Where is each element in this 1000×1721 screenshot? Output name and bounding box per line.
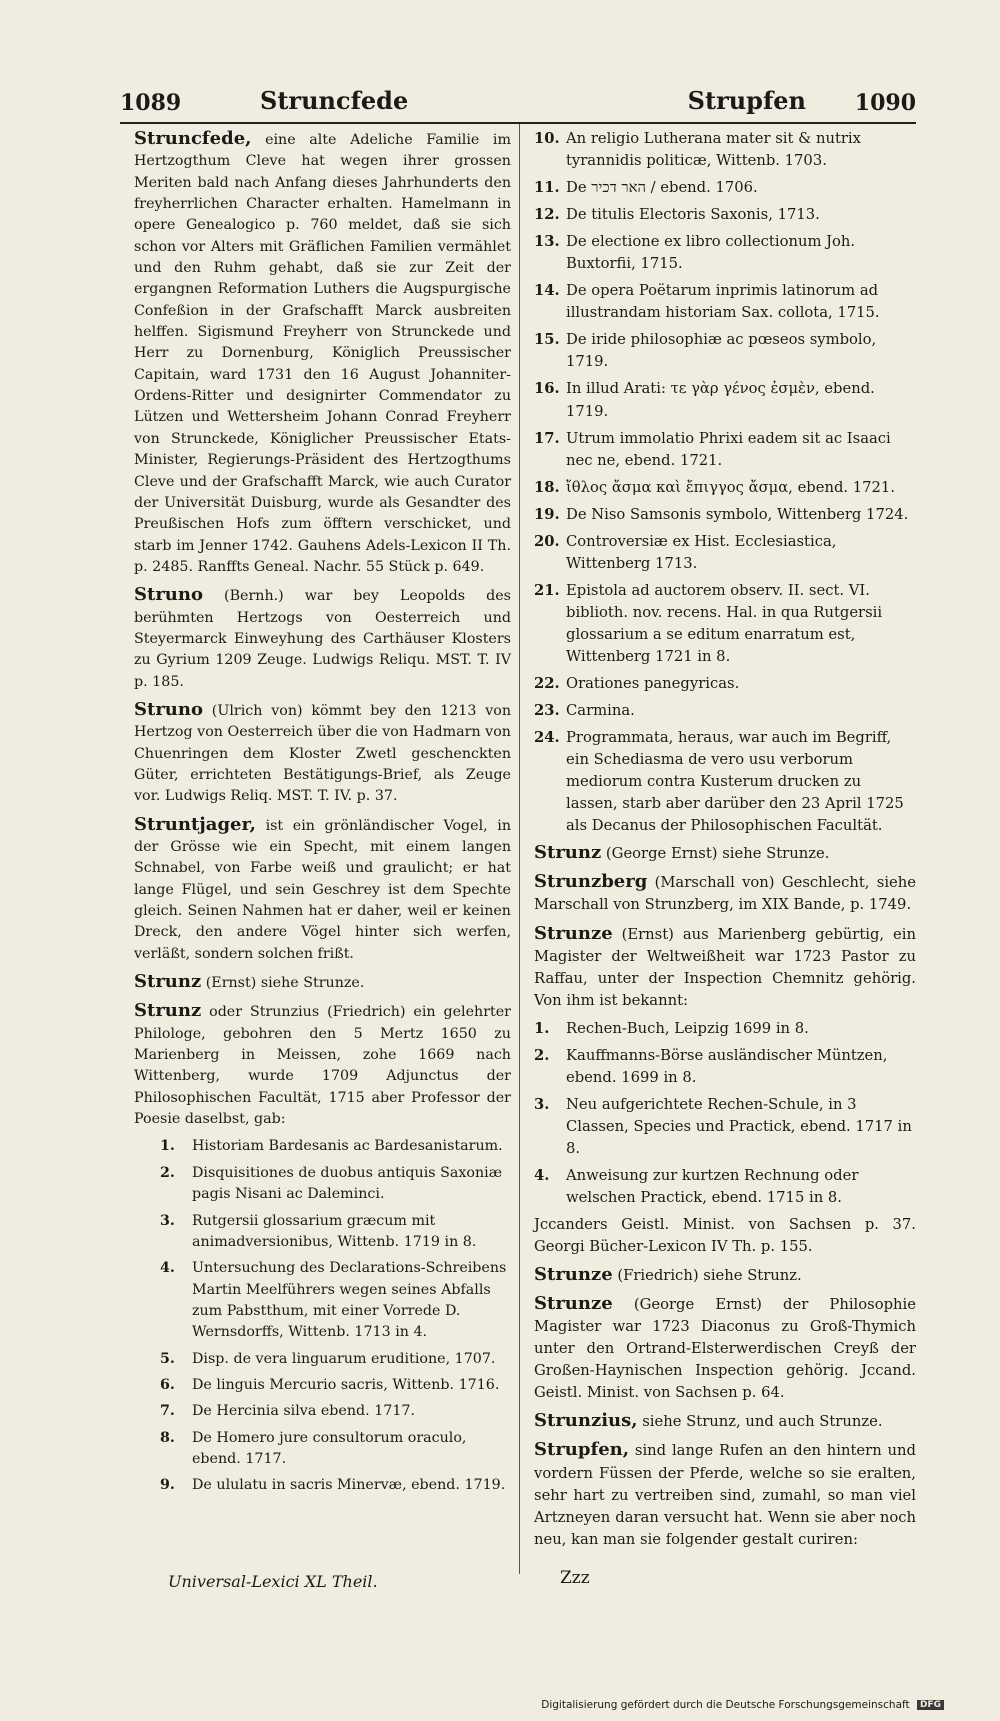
item-number: 5. bbox=[160, 1350, 175, 1367]
entry-text: (George Ernst) siehe Strunze. bbox=[605, 845, 830, 863]
item-text: De linguis Mercurio sacris, Wittenb. 1716. bbox=[192, 1376, 500, 1393]
item-text: Disp. de vera linguarum eruditione, 1707. bbox=[192, 1350, 496, 1367]
entry-text: (George Ernst) der Philosophie Magister war 1723 Diaconus zu Groß-Thymich unter den Ortrand-Elsterwerdischen Creyß der Großen-Haynischen Inspection gehörig. Jccand. Geistl. Minist. von Sachsen p. 64. bbox=[534, 1296, 916, 1402]
entry-text: (Ernst) aus Marienberg gebürtig, ein Magister der Weltweißheit war 1723 Pastor zu Raffau, unter der Inspection Chemnitz gehörig. Von ihm ist bekannt: bbox=[534, 925, 916, 1009]
list-item bbox=[160, 1136, 511, 1157]
list-item bbox=[534, 727, 916, 837]
item-number: 23. bbox=[534, 702, 560, 720]
item-number: 6. bbox=[160, 1376, 175, 1393]
item-number: 2. bbox=[534, 1046, 550, 1064]
item-number: 16. bbox=[534, 380, 560, 398]
item-text: De ululatu in sacris Minervæ, ebend. 1719. bbox=[192, 1477, 506, 1494]
lexicon-entry bbox=[534, 871, 916, 916]
entry-lemma: Strunzius, bbox=[534, 1410, 638, 1432]
entry-lemma: Strunz bbox=[534, 842, 602, 864]
lexicon-entry bbox=[134, 128, 511, 578]
list-item bbox=[534, 700, 916, 722]
list-item bbox=[534, 1045, 916, 1089]
lexicon-entry bbox=[534, 842, 916, 865]
item-number: 11. bbox=[534, 179, 560, 197]
entry-text: (Bernh.) war bey Leopolds des berühmten Hertzogs von Oesterreich und Steyermarck Einweyhung des Carthäuser Klosters zu Gyrium 1209 Zeuge. Ludwigs Reliqu. MST. T. IV p. 185. bbox=[134, 588, 511, 690]
item-text: De electione ex libro collectionum Joh. Buxtorfii, 1715. bbox=[566, 233, 856, 273]
list-item bbox=[534, 1094, 916, 1160]
item-number: 9. bbox=[160, 1477, 175, 1494]
item-number: 8. bbox=[160, 1429, 175, 1446]
page-number-left: 1089 bbox=[120, 90, 182, 116]
list-item bbox=[534, 1165, 916, 1209]
entry-text: (Friedrich) siehe Strunz. bbox=[617, 1267, 802, 1285]
item-number: 18. bbox=[534, 478, 560, 496]
item-text: De Niso Samsonis symbolo, Wittenberg 1724. bbox=[566, 505, 909, 523]
list-item bbox=[534, 531, 916, 575]
right-column bbox=[534, 128, 916, 1557]
list-item bbox=[534, 177, 916, 199]
dfg-logo: DFG bbox=[917, 1700, 944, 1710]
volume-note: Universal-Lexici XL Theil. bbox=[168, 1572, 378, 1591]
list-item bbox=[534, 428, 916, 472]
item-number: 19. bbox=[534, 505, 560, 523]
item-text: Rutgersii glossarium græcum mit animadversionibus, Wittenb. 1719 in 8. bbox=[192, 1212, 477, 1250]
printer-signature: Zzz bbox=[560, 1568, 590, 1588]
item-text: De titulis Electoris Saxonis, 1713. bbox=[566, 206, 820, 224]
item-text: In illud Arati: τε γὰρ γένος ἐσμὲν, ebend. 1719. bbox=[566, 380, 875, 420]
item-number: 4. bbox=[534, 1166, 550, 1184]
item-text: Kauffmanns-Börse ausländischer Müntzen, ebend. 1699 in 8. bbox=[566, 1046, 888, 1086]
item-number: 17. bbox=[534, 429, 560, 447]
entry-lemma: Strunze bbox=[534, 1264, 613, 1286]
item-number: 20. bbox=[534, 532, 560, 550]
item-text: De האר דכיר / ebend. 1706. bbox=[566, 179, 758, 197]
item-text: An religio Lutherana mater sit & nutrix tyrannidis politicæ, Wittenb. 1703. bbox=[566, 130, 861, 170]
entry-lemma: Strunzberg bbox=[534, 871, 648, 893]
list-item bbox=[534, 128, 916, 172]
item-number: 1. bbox=[534, 1019, 550, 1037]
list-item bbox=[160, 1475, 511, 1496]
list-item bbox=[160, 1375, 511, 1396]
item-number: 4. bbox=[160, 1260, 175, 1277]
entry-text: (Ernst) siehe Strunze. bbox=[205, 975, 365, 992]
lexicon-entry bbox=[534, 1439, 916, 1550]
lexicon-entry bbox=[134, 814, 511, 965]
lexicon-entry bbox=[134, 971, 511, 994]
lexicon-entry bbox=[534, 923, 916, 1012]
item-number: 14. bbox=[534, 282, 560, 300]
item-text: Neu aufgerichtete Rechen-Schule, in 3 Classen, Species und Practick, ebend. 1717 in 8. bbox=[566, 1095, 912, 1157]
item-text: Programmata, heraus, war auch im Begriff, ein Schediasma de vero usu verborum mediorum contra Kusterum drucken zu lassen, starb aber darüber den 23 April 1725 als Decanus der Philosophischen Facultät. bbox=[566, 729, 904, 835]
list-item bbox=[534, 477, 916, 499]
item-text: De opera Poëtarum inprimis latinorum ad illustrandam historiam Sax. collota, 1715. bbox=[566, 282, 880, 322]
lexicon-entry bbox=[534, 1264, 916, 1287]
entry-text: oder Strunzius (Friedrich) ein gelehrter Philologe, gebohren den 5 Mertz 1650 zu Marienberg in Meissen, zohe 1669 nach Wittenberg, wurde 1709 Adjunctus der Philosophischen Facultät, 1715 aber Professor der Poesie daselbst, gab: bbox=[134, 1004, 511, 1128]
list-item bbox=[534, 580, 916, 668]
item-text: ἴθλος ἄσμα καὶ ἔπιγγος ἄσμα, ebend. 1721. bbox=[566, 478, 896, 496]
running-head-left: Struncfede bbox=[260, 86, 409, 115]
entry-lemma: Strunz bbox=[134, 1000, 202, 1022]
list-item bbox=[160, 1211, 511, 1254]
left-column bbox=[134, 128, 511, 1502]
page-number-right: 1090 bbox=[854, 90, 916, 116]
item-text: Rechen-Buch, Leipzig 1699 in 8. bbox=[566, 1019, 809, 1037]
header-rule bbox=[120, 122, 916, 124]
entry-text: eine alte Adeliche Familie im Hertzogthum Cleve hat wegen ihrer grossen Meriten bald nach Anfang dieses Jahrhunderts den freyherrlichen Character erhalten. Hamelmann in opere Genealogico p. 760 meldet, daß sie sich schon vor Alters mit Gräflichen Familien vermählet und den Ruhm gehabt, daß sie zur Zeit der ergangnen Reformation Luthers die Augspurgische Confeßion in der Grafschafft Marck ausbreiten helffen. Sigismund Freyherr von Strunckede und Herr zu Dornenburg, Königlich Preussischer Capitain, ward 1731 den 16 August Johanniter-Ordens-Ritter und designirter Commendator zu Lützen und Wettersheim Johann Conrad Freyherr von Strunckede, Königlicher Preussischer Etats-Minister, Regierungs-Präsident des Hertzogthums Cleve und der Grafschafft Marck, wie auch Curator der Universität Duisburg, wurde als Gesandter des Preußischen Hofs zum öfftern verschicket, und starb im Jenner 1742. Gauhens Adels-Lexicon II Th. p. 2485. Ranffts Geneal. Nachr. 55 Stück p. 649. bbox=[134, 132, 512, 575]
list-item bbox=[160, 1428, 511, 1471]
item-text: De Homero jure consultorum oraculo, ebend. 1717. bbox=[192, 1429, 467, 1467]
list-item bbox=[160, 1258, 511, 1343]
entry-lemma: Strunze bbox=[534, 1293, 613, 1315]
entry-text: Jccanders Geistl. Minist. von Sachsen p. 37. Georgi Bücher-Lexicon IV Th. p. 155. bbox=[534, 1216, 916, 1256]
column-divider bbox=[519, 124, 520, 1574]
lexicon-entry bbox=[534, 1410, 916, 1433]
list-item bbox=[534, 204, 916, 226]
item-text: Epistola ad auctorem observ. II. sect. VI. biblioth. nov. recens. Hal. in qua Rutgersii glossarium a se editum enarratum est, Wittenberg 1721 in 8. bbox=[566, 581, 883, 665]
running-head-right: Strupfen bbox=[687, 86, 806, 115]
list-item bbox=[534, 1018, 916, 1040]
list-item bbox=[534, 504, 916, 526]
item-text: Disquisitiones de duobus antiquis Saxoniæ pagis Nisani ac Daleminci. bbox=[192, 1164, 503, 1203]
item-number: 2. bbox=[160, 1164, 175, 1181]
item-number: 3. bbox=[160, 1212, 175, 1229]
lexicon-entry bbox=[134, 699, 511, 808]
item-number: 13. bbox=[534, 233, 560, 251]
lexicon-entry bbox=[134, 584, 511, 693]
item-text: Controversiæ ex Hist. Ecclesiastica, Wittenberg 1713. bbox=[566, 532, 837, 572]
lexicon-entry bbox=[534, 1293, 916, 1404]
digitization-credit bbox=[541, 1699, 944, 1711]
item-text: De iride philosophiæ ac pœseos symbolo, 1719. bbox=[566, 331, 877, 371]
entry-text: siehe Strunz, und auch Strunze. bbox=[642, 1413, 883, 1431]
item-text: Carmina. bbox=[566, 702, 635, 720]
item-number: 15. bbox=[534, 331, 560, 349]
lexicon-entry bbox=[134, 1000, 511, 1130]
item-number: 21. bbox=[534, 581, 560, 599]
item-text: Orationes panegyricas. bbox=[566, 675, 740, 693]
item-number: 12. bbox=[534, 206, 560, 224]
list-item bbox=[534, 280, 916, 324]
page-header bbox=[120, 84, 916, 124]
item-number: 1. bbox=[160, 1138, 175, 1155]
entry-lemma: Strunz bbox=[134, 971, 202, 993]
list-item bbox=[534, 378, 916, 422]
entry-text: sind lange Rufen an den hintern und vordern Füssen der Pferde, welche so sie eralten, sehr hart zu vertreiben sind, zumahl, so man viel Artzneyen daran versucht hat. Wenn sie aber noch neu, kan man sie folgender gestalt curiren: bbox=[534, 1442, 916, 1548]
entry-text: ist ein grönländischer Vogel, in der Grösse wie ein Specht, mit einem langen Schnabel, von Farbe weiß und graulicht; er hat lange Flügel, und sein Geschrey ist dem Spechte gleich. Seinen Nahmen hat er daher, weil er keinen Dreck, den andere Vögel hinter sich werfen, verläßt, sondern solchen frißt. bbox=[134, 817, 512, 962]
entry-text: (Marschall von) Geschlecht, siehe Marschall von Strunzberg, im XIX Bande, p. 1749. bbox=[534, 874, 916, 914]
entry-lemma: Struno bbox=[134, 584, 203, 606]
item-number: 7. bbox=[160, 1403, 175, 1420]
entry-lemma: Struno bbox=[134, 698, 203, 720]
item-number: 3. bbox=[534, 1095, 550, 1113]
item-text: De Hercinia silva ebend. 1717. bbox=[192, 1403, 416, 1420]
entry-lemma: Struncfede, bbox=[134, 128, 252, 149]
item-text: Untersuchung des Declarations-Schreibens Martin Meelführers wegen seines Abfalls zum Pabstthum, mit einer Vorrede D. Wernsdorffs, Wittenb. 1713 in 4. bbox=[192, 1260, 507, 1341]
entry-lemma: Struntjager, bbox=[134, 813, 256, 835]
entry-lemma: Strunze bbox=[534, 922, 613, 944]
credit-text: Digitalisierung gefördert durch die Deutsche Forschungsgemeinschaft bbox=[541, 1699, 910, 1711]
item-text: Historiam Bardesanis ac Bardesanistarum. bbox=[192, 1138, 503, 1155]
item-number: 10. bbox=[534, 130, 560, 147]
entry-text: (Ulrich von) kömmt bey den 1213 von Hertzog von Oesterreich über die von Hadmarn von Chuenringen dem Kloster Zwetl geschenckten Güter, errichteten Bestätigungs-Brief, als Zeuge vor. Ludwigs Reliq. MST. T. IV. p. 37. bbox=[134, 702, 512, 805]
list-item bbox=[534, 329, 916, 373]
item-number: 22. bbox=[534, 675, 560, 693]
list-item bbox=[160, 1349, 511, 1370]
list-item bbox=[534, 673, 916, 695]
entry-lemma: Strupfen, bbox=[534, 1439, 630, 1461]
item-number: 24. bbox=[534, 729, 560, 747]
list-item bbox=[160, 1401, 511, 1422]
item-text: Utrum immolatio Phrixi eadem sit ac Isaaci nec ne, ebend. 1721. bbox=[566, 429, 891, 469]
list-item bbox=[534, 231, 916, 275]
list-item bbox=[160, 1163, 511, 1206]
lexicon-entry bbox=[534, 1214, 916, 1258]
item-text: Anweisung zur kurtzen Rechnung oder welschen Practick, ebend. 1715 in 8. bbox=[566, 1166, 859, 1207]
